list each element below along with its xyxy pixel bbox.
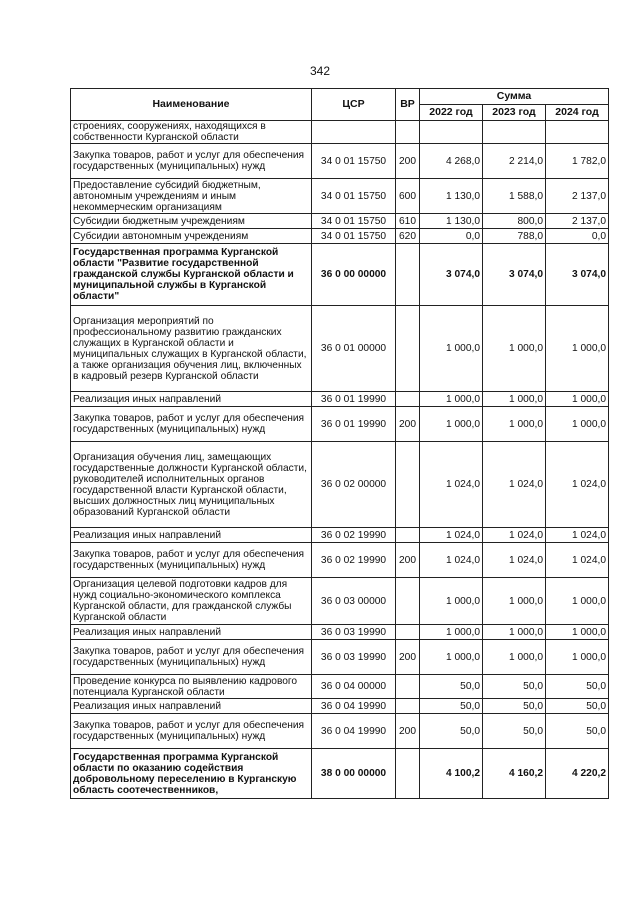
- header-2024: 2024 год: [546, 105, 609, 121]
- row-name: Субсидии бюджетным учреждениям: [71, 214, 312, 229]
- row-sum-2023: 4 160,2: [483, 749, 546, 799]
- row-sum-2022: 1 024,0: [420, 543, 483, 578]
- row-name: Реализация иных направлений: [71, 625, 312, 640]
- row-sum-2022: 50,0: [420, 675, 483, 699]
- budget-table: [70, 88, 609, 799]
- row-csr: 36 0 03 19990: [312, 640, 396, 675]
- row-sum-2024: 1 024,0: [546, 442, 609, 528]
- row-sum-2022: 1 024,0: [420, 442, 483, 528]
- row-sum-2024: 2 137,0: [546, 179, 609, 214]
- table-row: [71, 640, 609, 675]
- row-sum-2022: 1 130,0: [420, 179, 483, 214]
- header-sum: Сумма: [420, 89, 609, 105]
- row-sum-2023: 2 214,0: [483, 144, 546, 179]
- row-name: Предоставление субсидий бюджетным, автономным учреждениям и иным некоммерческим организациям: [71, 179, 312, 214]
- table-row: [71, 675, 609, 699]
- row-sum-2022: 50,0: [420, 699, 483, 714]
- row-sum-2023: 50,0: [483, 699, 546, 714]
- row-sum-2023: 1 588,0: [483, 179, 546, 214]
- row-csr: 34 0 01 15750: [312, 144, 396, 179]
- row-sum-2024: 1 000,0: [546, 392, 609, 407]
- table-row: [71, 392, 609, 407]
- row-vr: 200: [396, 543, 420, 578]
- row-vr: [396, 392, 420, 407]
- row-name: Проведение конкурса по выявлению кадрового потенциала Курганской области: [71, 675, 312, 699]
- row-csr: 36 0 02 00000: [312, 442, 396, 528]
- header-name: Наименование: [71, 89, 312, 121]
- row-vr: 200: [396, 714, 420, 749]
- table-row: [71, 543, 609, 578]
- row-vr: [396, 675, 420, 699]
- row-sum-2023: 1 024,0: [483, 543, 546, 578]
- row-csr: 36 0 04 19990: [312, 714, 396, 749]
- row-sum-2023: 1 000,0: [483, 392, 546, 407]
- table-row: [71, 714, 609, 749]
- row-name: Организация обучения лиц, замещающих государственные должности Курганской области, руководителей исполнительных органов государственной власти Курганской области, высших должностных лиц муниципальных образований Курганской области: [71, 442, 312, 528]
- table-row: [71, 699, 609, 714]
- row-csr: 36 0 00 00000: [312, 244, 396, 306]
- row-csr: 36 0 01 19990: [312, 392, 396, 407]
- row-vr: [396, 306, 420, 392]
- table-row: [71, 244, 609, 306]
- row-sum-2024: 50,0: [546, 714, 609, 749]
- row-sum-2024: 1 782,0: [546, 144, 609, 179]
- row-sum-2024: 1 024,0: [546, 543, 609, 578]
- header-2022: 2022 год: [420, 105, 483, 121]
- row-sum-2022: [420, 121, 483, 144]
- table-row: [71, 407, 609, 442]
- table-row: [71, 179, 609, 214]
- table-row: [71, 625, 609, 640]
- row-sum-2024: 2 137,0: [546, 214, 609, 229]
- row-sum-2022: 4 100,2: [420, 749, 483, 799]
- row-sum-2023: 1 000,0: [483, 306, 546, 392]
- row-vr: [396, 578, 420, 625]
- row-name: Государственная программа Курганской области по оказанию содействия добровольному переселению в Курганскую область соотечественников,: [71, 749, 312, 799]
- row-vr: 200: [396, 407, 420, 442]
- row-vr: [396, 528, 420, 543]
- table-body: [71, 121, 609, 799]
- row-sum-2022: 1 000,0: [420, 625, 483, 640]
- row-sum-2024: 1 000,0: [546, 407, 609, 442]
- header-2023: 2023 год: [483, 105, 546, 121]
- row-name: Закупка товаров, работ и услуг для обеспечения государственных (муниципальных) нужд: [71, 407, 312, 442]
- row-vr: [396, 121, 420, 144]
- row-csr: 36 0 03 00000: [312, 578, 396, 625]
- row-sum-2022: 1 000,0: [420, 640, 483, 675]
- row-sum-2022: 1 000,0: [420, 407, 483, 442]
- row-name: Закупка товаров, работ и услуг для обеспечения государственных (муниципальных) нужд: [71, 144, 312, 179]
- row-csr: 36 0 03 19990: [312, 625, 396, 640]
- row-sum-2023: 800,0: [483, 214, 546, 229]
- row-vr: 610: [396, 214, 420, 229]
- row-name: Закупка товаров, работ и услуг для обеспечения государственных (муниципальных) нужд: [71, 714, 312, 749]
- row-sum-2022: 1 000,0: [420, 392, 483, 407]
- row-csr: 36 0 04 00000: [312, 675, 396, 699]
- row-sum-2024: 1 000,0: [546, 578, 609, 625]
- row-vr: 200: [396, 640, 420, 675]
- table-row: [71, 229, 609, 244]
- row-sum-2024: 1 000,0: [546, 640, 609, 675]
- row-sum-2024: 1 024,0: [546, 528, 609, 543]
- row-sum-2023: 3 074,0: [483, 244, 546, 306]
- row-sum-2024: 0,0: [546, 229, 609, 244]
- row-sum-2023: 1 024,0: [483, 528, 546, 543]
- row-sum-2023: [483, 121, 546, 144]
- row-sum-2024: 1 000,0: [546, 625, 609, 640]
- table-row: [71, 121, 609, 144]
- row-vr: [396, 699, 420, 714]
- row-csr: 36 0 02 19990: [312, 528, 396, 543]
- header-csr: ЦСР: [312, 89, 396, 121]
- table-row: [71, 306, 609, 392]
- row-sum-2024: 3 074,0: [546, 244, 609, 306]
- row-sum-2023: 788,0: [483, 229, 546, 244]
- row-vr: [396, 749, 420, 799]
- row-name: строениях, сооружениях, находящихся в собственности Курганской области: [71, 121, 312, 144]
- row-csr: 34 0 01 15750: [312, 179, 396, 214]
- row-sum-2022: 1 130,0: [420, 214, 483, 229]
- row-name: Закупка товаров, работ и услуг для обеспечения государственных (муниципальных) нужд: [71, 543, 312, 578]
- table-row: [71, 214, 609, 229]
- row-vr: 620: [396, 229, 420, 244]
- row-vr: 600: [396, 179, 420, 214]
- row-vr: [396, 244, 420, 306]
- row-name: Закупка товаров, работ и услуг для обеспечения государственных (муниципальных) нужд: [71, 640, 312, 675]
- row-sum-2023: 1 000,0: [483, 407, 546, 442]
- table-row: [71, 528, 609, 543]
- row-sum-2022: 4 268,0: [420, 144, 483, 179]
- row-vr: [396, 442, 420, 528]
- table-row: [71, 749, 609, 799]
- row-sum-2023: 1 000,0: [483, 640, 546, 675]
- row-csr: 34 0 01 15750: [312, 214, 396, 229]
- row-sum-2022: 0,0: [420, 229, 483, 244]
- row-sum-2023: 1 000,0: [483, 625, 546, 640]
- row-sum-2024: [546, 121, 609, 144]
- row-name: Реализация иных направлений: [71, 699, 312, 714]
- row-vr: 200: [396, 144, 420, 179]
- row-sum-2024: 4 220,2: [546, 749, 609, 799]
- row-sum-2022: 1 000,0: [420, 578, 483, 625]
- row-sum-2023: 50,0: [483, 675, 546, 699]
- table-row: [71, 578, 609, 625]
- row-vr: [396, 625, 420, 640]
- page-number: 342: [309, 64, 331, 78]
- row-csr: 36 0 01 00000: [312, 306, 396, 392]
- row-sum-2022: 1 024,0: [420, 528, 483, 543]
- row-name: Реализация иных направлений: [71, 392, 312, 407]
- row-csr: 36 0 04 19990: [312, 699, 396, 714]
- row-sum-2022: 50,0: [420, 714, 483, 749]
- table-row: [71, 144, 609, 179]
- row-name: Субсидии автономным учреждениям: [71, 229, 312, 244]
- row-sum-2024: 1 000,0: [546, 306, 609, 392]
- row-sum-2024: 50,0: [546, 675, 609, 699]
- row-sum-2024: 50,0: [546, 699, 609, 714]
- row-name: Реализация иных направлений: [71, 528, 312, 543]
- row-csr: 36 0 02 19990: [312, 543, 396, 578]
- row-sum-2022: 1 000,0: [420, 306, 483, 392]
- row-csr: 34 0 01 15750: [312, 229, 396, 244]
- row-sum-2023: 1 024,0: [483, 442, 546, 528]
- row-csr: 38 0 00 00000: [312, 749, 396, 799]
- row-name: Организация целевой подготовки кадров для нужд социально-экономического комплекса Курганской области, для гражданской службы Курганской области: [71, 578, 312, 625]
- row-csr: 36 0 01 19990: [312, 407, 396, 442]
- row-sum-2023: 50,0: [483, 714, 546, 749]
- row-name: Организация мероприятий по профессиональному развитию гражданских служащих в Курганской области и муниципальных служащих в Курганской области, а также организация обучения лиц, включенных в кадровый резерв Курганской области: [71, 306, 312, 392]
- row-sum-2022: 3 074,0: [420, 244, 483, 306]
- row-name: Государственная программа Курганской области "Развитие государственной гражданской службы Курганской области и муниципальной службы в Курганской области": [71, 244, 312, 306]
- row-sum-2023: 1 000,0: [483, 578, 546, 625]
- row-csr: [312, 121, 396, 144]
- header-vr: ВР: [396, 89, 420, 121]
- table-row: [71, 442, 609, 528]
